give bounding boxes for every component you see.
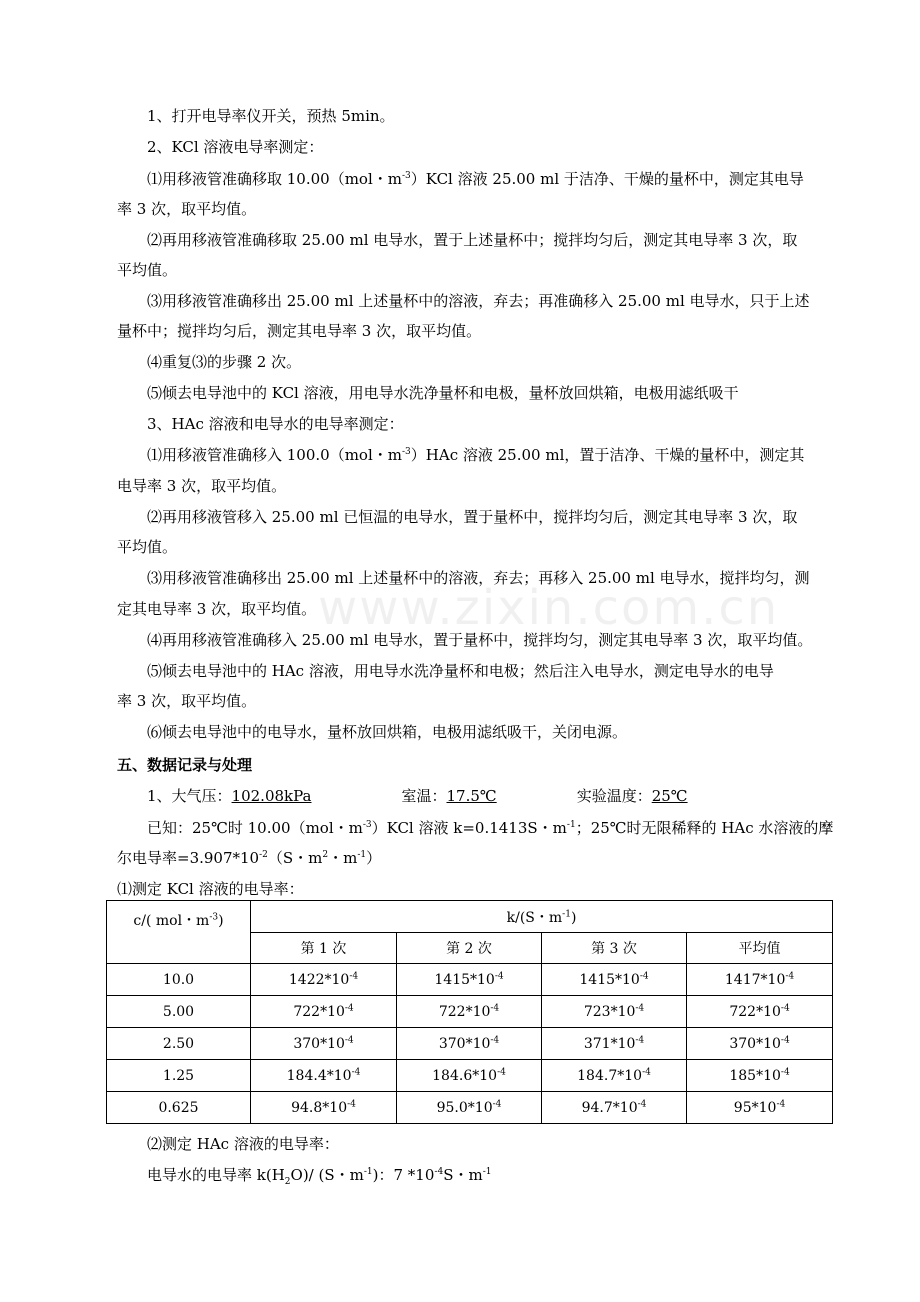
watermark: www.zixin.com.cn xyxy=(318,580,780,636)
exp-temp-label: 实验温度： xyxy=(576,787,652,805)
header-concentration: c/( mol・$m^{-3}$) xyxy=(107,901,251,964)
cell-value: $94.8*10^{-4}$ xyxy=(251,1092,397,1124)
kcl-step-1: ⑴用移液管准确移取 10.00（mol・$m^{-3})KCl$ 溶液 25.00 ml 于洁净、干燥的量杯中，测定其电导 xyxy=(147,170,804,188)
cell-value: $185*10^{-4}$ xyxy=(687,1060,833,1092)
cell-value: $370*10^{-4}$ xyxy=(397,1028,542,1060)
cell-value: $722*10^{-4}$ xyxy=(687,996,833,1028)
header-conductivity: k/(S・$m^{-1}$) xyxy=(251,901,833,933)
cell-concentration: 1.25 xyxy=(107,1060,251,1092)
header-average: 平均值 xyxy=(687,933,833,964)
cell-value: $1417*10^{-4}$ xyxy=(687,964,833,996)
cell-concentration: 0.625 xyxy=(107,1092,251,1124)
pressure-value: 102.08kPa xyxy=(231,787,312,805)
kcl-step-2: ⑵再用移液管准确移取 25.00 ml 电导水，置于上述量杯中；搅拌均匀后，测定其电导率 3 次，取 xyxy=(147,231,798,249)
table-row xyxy=(107,1028,833,1060)
kcl-step-1-cont: 率 3 次，取平均值。 xyxy=(117,200,257,218)
hac-step-2-cont: 平均值。 xyxy=(117,538,178,556)
table-row xyxy=(107,964,833,996)
hac-step-5-cont: 率 3 次，取平均值。 xyxy=(117,692,257,710)
cell-value: $722*10^{-4}$ xyxy=(397,996,542,1028)
exp-temp-value: 25℃ xyxy=(651,787,688,805)
cell-value: $1415*10^{-4}$ xyxy=(542,964,687,996)
cell-value: $95.0*10^{-4}$ xyxy=(397,1092,542,1124)
kcl-step-3-cont: 量杯中；搅拌均匀后，测定其电导率 3 次，取平均值。 xyxy=(117,322,482,340)
kcl-step-2-cont: 平均值。 xyxy=(117,261,178,279)
step-2-title: 2、KCl 溶液电导率测定： xyxy=(147,138,324,156)
water-conductivity: 电导水的电导率 $k(H_2O)/$ (S・$m^{-1}$)：7 $*10^{-4}S$・$m^{-1}$ xyxy=(147,1166,492,1187)
cell-value: $184.7*10^{-4}$ xyxy=(542,1060,687,1092)
known-values-cont: 尔电导率$=3.907*10^{-2}(S$・$m^2$・$m^{-1}$） xyxy=(117,849,382,867)
step-1: 1、打开电导率仪开关，预热 5min。 xyxy=(147,107,395,125)
step-3-title: 3、HAc 溶液和电导水的电导率测定： xyxy=(147,415,404,433)
cell-value: $723*10^{-4}$ xyxy=(542,996,687,1028)
hac-step-5: ⑸倾去电导池中的 HAc 溶液，用电导水洗净量杯和电极；然后注入电导水，测定电导水的电导 xyxy=(147,662,774,680)
cell-value: $371*10^{-4}$ xyxy=(542,1028,687,1060)
cell-value: $95*10^{-4}$ xyxy=(687,1092,833,1124)
section-5-title: 五、数据记录与处理 xyxy=(117,756,253,774)
experiment-params xyxy=(147,786,688,806)
room-temp-value: 17.5℃ xyxy=(446,787,497,805)
cell-value: $1415*10^{-4}$ xyxy=(397,964,542,996)
hac-step-4: ⑷再用移液管准确移入 25.00 ml 电导水，置于量杯中，搅拌均匀，测定其电导率 3 次，取平均值。 xyxy=(147,631,813,649)
header-trial-1: 第 1 次 xyxy=(251,933,397,964)
header-trial-2: 第 2 次 xyxy=(397,933,542,964)
cell-value: $94.7*10^{-4}$ xyxy=(542,1092,687,1124)
hac-step-3-cont: 定其电导率 3 次，取平均值。 xyxy=(117,600,317,618)
hac-step-1: ⑴用移液管准确移入 100.0（mol・$m^{-3})HAc$ 溶液 25.00 ml，置于洁净、干燥的量杯中，测定其 xyxy=(147,446,805,464)
table-row xyxy=(107,1060,833,1092)
hac-step-3: ⑶用移液管准确移出 25.00 ml 上述量杯中的溶液，弃去；再移入 25.00 ml 电导水，搅拌均匀，测 xyxy=(147,569,810,587)
hac-step-1-cont: 电导率 3 次，取平均值。 xyxy=(117,477,287,495)
hac-table-title: ⑵测定 HAc 溶液的电导率： xyxy=(147,1135,339,1153)
kcl-conductivity-table xyxy=(106,900,833,1124)
kcl-step-5: ⑸倾去电导池中的 KCl 溶液，用电导水洗净量杯和电极，量杯放回烘箱，电极用滤纸吸干 xyxy=(147,384,739,402)
table-title: ⑴测定 KCl 溶液的电导率： xyxy=(117,880,304,898)
cell-value: $370*10^{-4}$ xyxy=(251,1028,397,1060)
cell-value: $184.6*10^{-4}$ xyxy=(397,1060,542,1092)
table-row xyxy=(107,1092,833,1124)
cell-concentration: 5.00 xyxy=(107,996,251,1028)
cell-value: $370*10^{-4}$ xyxy=(687,1028,833,1060)
known-values: 已知：25℃时 10.00（mol・$m^{-3})KCl$ 溶液 k=0.1413S・$m^{-1}$；25℃时无限稀释的 HAc 水溶液的摩 xyxy=(147,819,834,837)
kcl-step-4: ⑷重复⑶的步骤 2 次。 xyxy=(147,353,302,371)
hac-step-6: ⑹倾去电导池中的电导水，量杯放回烘箱，电极用滤纸吸干，关闭电源。 xyxy=(147,723,628,741)
header-trial-3: 第 3 次 xyxy=(542,933,687,964)
table-row xyxy=(107,996,833,1028)
kcl-step-3: ⑶用移液管准确移出 25.00 ml 上述量杯中的溶液，弃去；再准确移入 25.00 ml 电导水，只于上述 xyxy=(147,292,810,310)
cell-concentration: 2.50 xyxy=(107,1028,251,1060)
cell-concentration: 10.0 xyxy=(107,964,251,996)
room-temp-label: 室温： xyxy=(401,787,447,805)
cell-value: $722*10^{-4}$ xyxy=(251,996,397,1028)
pressure-label: 1、大气压： xyxy=(147,787,232,805)
cell-value: $184.4*10^{-4}$ xyxy=(251,1060,397,1092)
cell-value: $1422*10^{-4}$ xyxy=(251,964,397,996)
hac-step-2: ⑵再用移液管移入 25.00 ml 已恒温的电导水，置于量杯中，搅拌均匀后，测定其电导率 3 次，取 xyxy=(147,508,798,526)
